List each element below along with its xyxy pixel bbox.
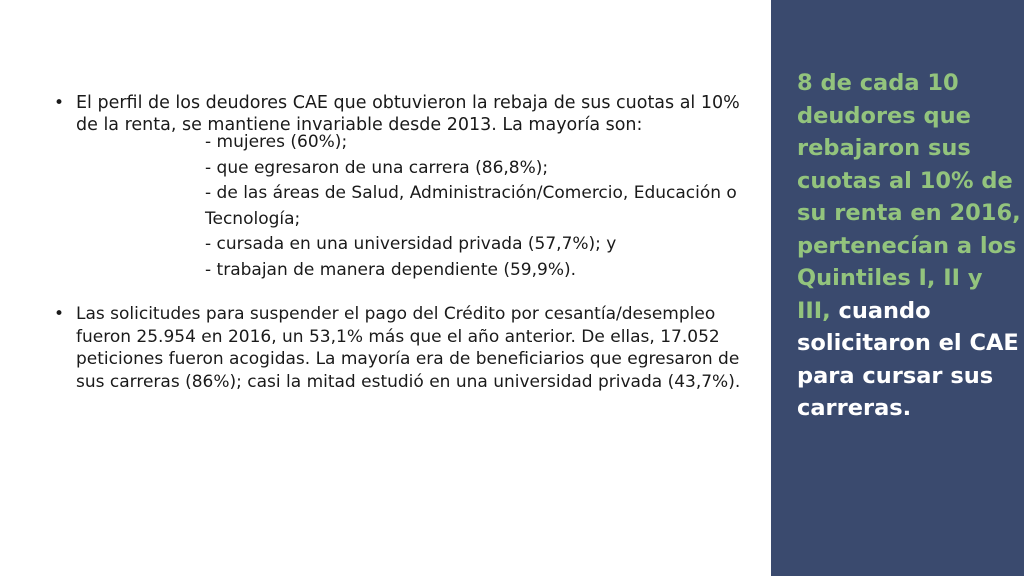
sublist-item: - de las áreas de Salud, Administración/Comercio, Educación o Tecnología; <box>205 183 737 229</box>
bullet-marker: • <box>54 304 65 324</box>
content-area <box>50 92 750 393</box>
bullet-perfil-deudores <box>50 92 750 136</box>
sublist-item: - mujeres (60%); <box>205 132 348 152</box>
bullet-intro-text: El perfil de los deudores CAE que obtuvieron la rebaja de sus cuotas al 10% de la renta, se mantiene invariable desde 2013. La mayoría son: <box>76 93 740 135</box>
sublist-item: - trabajan de manera dependiente (59,9%). <box>205 259 577 280</box>
bullet-solicitudes-suspension <box>50 303 750 393</box>
profile-sublist <box>205 130 750 283</box>
side-panel-statement <box>797 67 1022 425</box>
side-panel-continuation: cuando solicitaron el CAE para cursar sus carreras. <box>797 297 1019 421</box>
side-panel-highlight: 8 de cada 10 deudores que rebajaron sus cuotas al 10% de su renta en 2016, pertenecían a los Quintiles I, II y III, <box>797 70 1021 324</box>
side-panel <box>771 0 1024 576</box>
sublist-item: - cursada en una universidad privada (57,7%); y <box>205 234 617 254</box>
bullet-marker: • <box>54 93 65 113</box>
bullet-solicitudes-text: Las solicitudes para suspender el pago del Crédito por cesantía/desempleo fueron 25.954 en 2016, un 53,1% más que el año anterior. De ellas, 17.052 peticiones fueron acogidas. La mayoría era de beneficiarios que egresaron de sus carreras (86%); casi la mitad estudió en una universidad privada (43,7%). <box>76 304 741 392</box>
sublist-item: - que egresaron de una carrera (86,8%); <box>205 157 549 178</box>
